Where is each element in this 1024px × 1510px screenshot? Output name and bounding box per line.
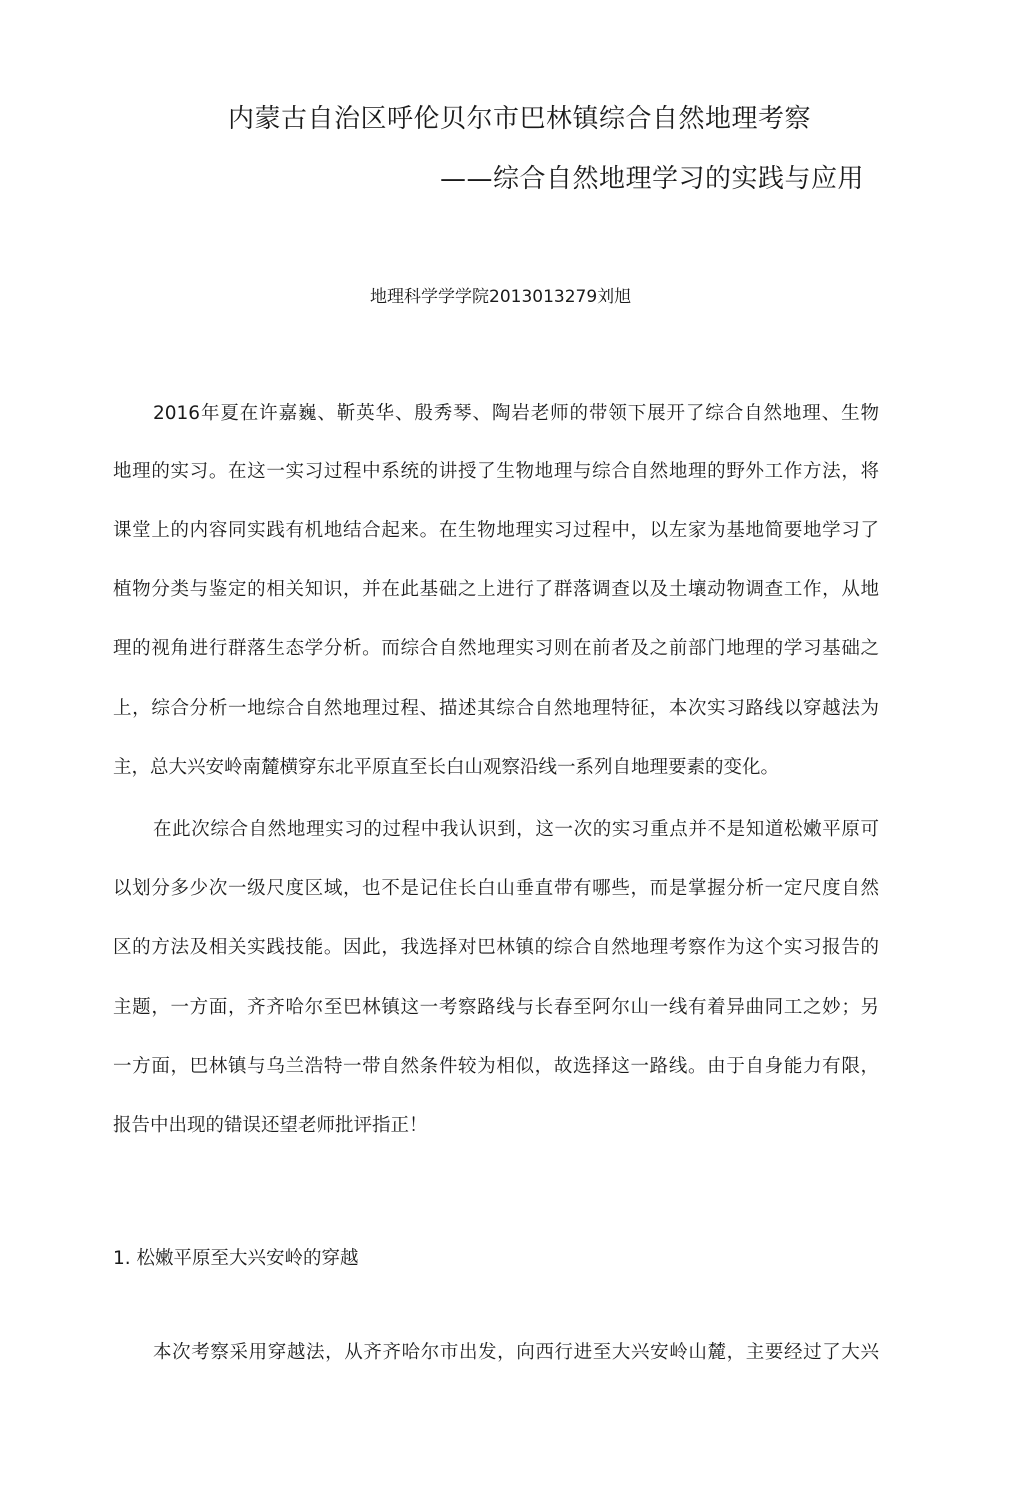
paragraph-1-line: 理的视角进行群落生态学分析。而综合自然地理实习则在前者及之前部门地理的学习基础之 [113,638,879,659]
paragraph-1-line: 2016年夏在许嘉巍、靳英华、殷秀琴、陶岩老师的带领下展开了综合自然地理、生物 [153,403,879,424]
paragraph-1-line: 地理的实习。在这一实习过程中系统的讲授了生物地理与综合自然地理的野外工作方法，将 [113,461,879,482]
paragraph-2-line: 主题，一方面，齐齐哈尔至巴林镇这一考察路线与长春至阿尔山一线有着异曲同工之妙；另 [113,997,879,1018]
paragraph-1-line: 植物分类与鉴定的相关知识，并在此基础之上进行了群落调查以及土壤动物调查工作，从地 [113,579,879,600]
paragraph-2-line: 报告中出现的错误还望老师批评指正！ [113,1115,428,1136]
author-line: 地理科学学学院2013013279刘旭 [370,287,632,307]
paragraph-2-line: 在此次综合自然地理实习的过程中我认识到，这一次的实习重点并不是知道松嫩平原可 [153,819,879,840]
section-heading: 1. 松嫩平原至大兴安岭的穿越 [113,1248,359,1269]
paragraph-2-line: 一方面，巴林镇与乌兰浩特一带自然条件较为相似，故选择这一路线。由于自身能力有限， [113,1056,879,1077]
document-subtitle: ——综合自然地理学习的实践与应用 [440,164,865,194]
paragraph-1-line: 课堂上的内容同实践有机地结合起来。在生物地理实习过程中，以左家为基地简要地学习了 [113,520,879,541]
paragraph-3-line: 本次考察采用穿越法，从齐齐哈尔市出发，向西行进至大兴安岭山麓，主要经过了大兴 [153,1342,879,1363]
document-title: 内蒙古自治区呼伦贝尔市巴林镇综合自然地理考察 [228,104,812,134]
paragraph-1-line: 上，综合分析一地综合自然地理过程、描述其综合自然地理特征，本次实习路线以穿越法为 [113,698,879,719]
paragraph-1-line: 主，总大兴安岭南麓横穿东北平原直至长白山观察沿线一系列自地理要素的变化。 [113,757,780,778]
paragraph-2-line: 以划分多少次一级尺度区域，也不是记住长白山垂直带有哪些，而是掌握分析一定尺度自然 [113,878,879,899]
paragraph-2-line: 区的方法及相关实践技能。因此，我选择对巴林镇的综合自然地理考察作为这个实习报告的 [113,937,879,958]
